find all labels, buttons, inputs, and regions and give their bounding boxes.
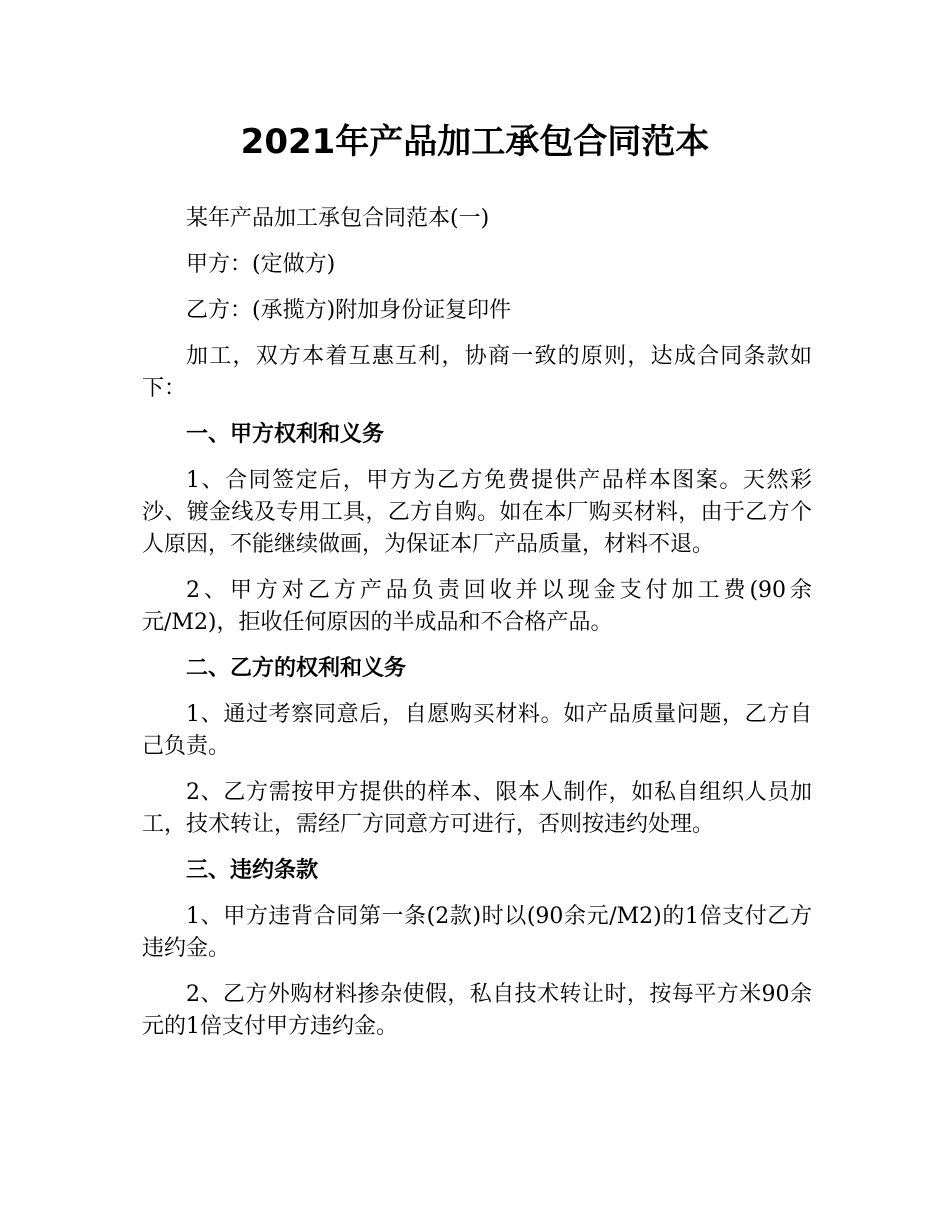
section1-clause1: 1、合同签定后，甲方为乙方免费提供产品样本图案。天然彩沙、镀金线及专用工具，乙方自购。如在本厂购买材料，由于乙方个人原因，不能继续做画，为保证本厂产品质量，材料不退。 bbox=[142, 468, 812, 557]
section-heading-party-b: 二、乙方的权利和义务 bbox=[186, 656, 407, 681]
section3-clause1: 1、甲方违背合同第一条(2款)时以(90余元/M2)的1倍支付乙方违约金。 bbox=[142, 904, 812, 961]
section-heading-breach: 三、违约条款 bbox=[186, 858, 319, 883]
section2-clause1: 1、通过考察同意后，自愿购买材料。如产品质量问题，乙方自己负责。 bbox=[142, 702, 812, 759]
contract-subtitle: 某年产品加工承包合同范本(一) bbox=[186, 206, 490, 231]
party-a-line: 甲方：(定做方) bbox=[186, 252, 336, 277]
section3-clause2: 2、乙方外购材料掺杂使假，私自技术转让时，按每平方米90余元的1倍支付甲方违约金。 bbox=[142, 982, 812, 1039]
preamble-paragraph: 加工，双方本着互惠互利，协商一致的原则，达成合同条款如下： bbox=[142, 344, 812, 401]
section2-clause2: 2、乙方需按甲方提供的样本、限本人制作，如私自组织人员加工，技术转让，需经厂方同意方可进行，否则按违约处理。 bbox=[142, 780, 812, 837]
document-body bbox=[142, 203, 812, 1057]
party-b-line: 乙方：(承揽方)附加身份证复印件 bbox=[186, 298, 512, 323]
document-title: 2021年产品加工承包合同范本 bbox=[240, 122, 710, 162]
section-heading-party-a: 一、甲方权利和义务 bbox=[186, 422, 385, 447]
section1-clause2: 2、甲方对乙方产品负责回收并以现金支付加工费(90余元/M2)，拒收任何原因的半成品和不合格产品。 bbox=[142, 578, 812, 635]
